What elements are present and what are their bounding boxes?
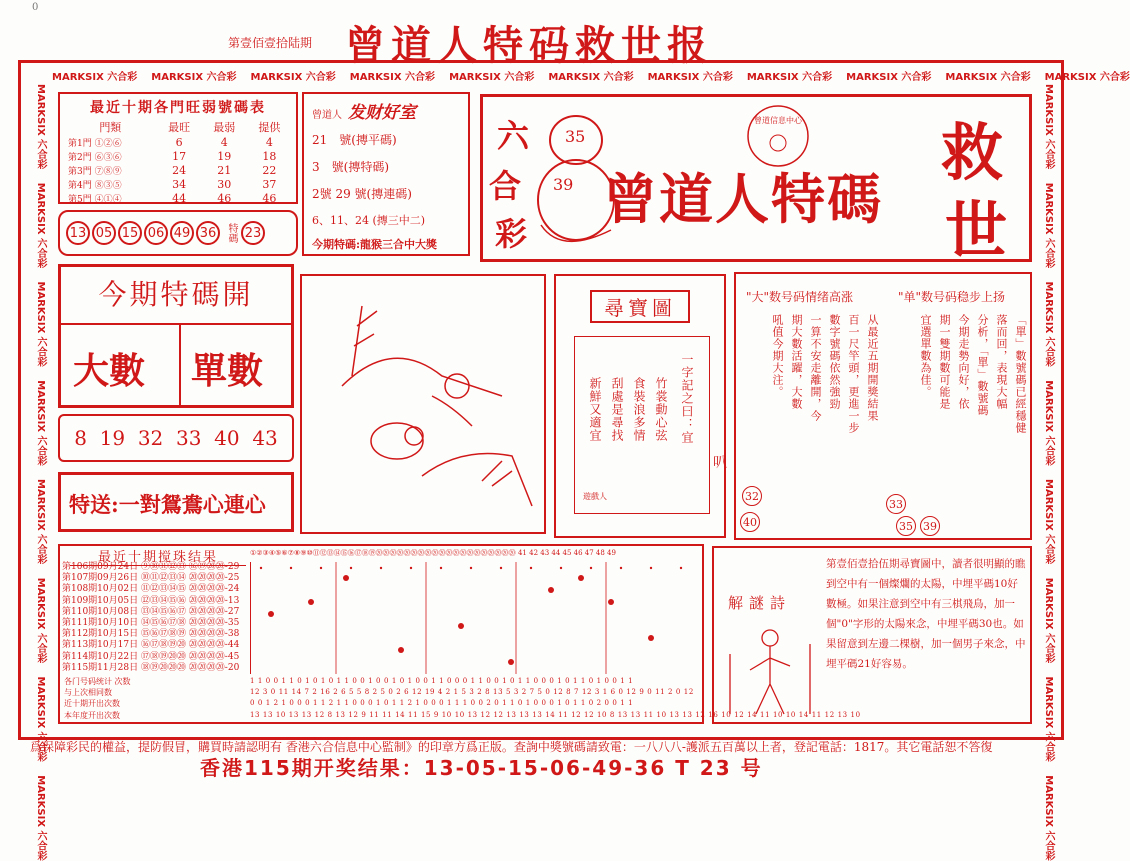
stats-labels (64, 676, 250, 721)
label-big: 大數 (73, 350, 146, 392)
watermark-row-top (52, 68, 1130, 83)
watermark: MARKSIX 六合彩 (35, 775, 46, 861)
analysis-col: 「單」數號碼已經穩健 (1014, 314, 1027, 434)
special-ball: 23 (241, 221, 265, 245)
table-cell: 第4門 ⑧③⑤ (68, 180, 122, 191)
scroll-col: 新鮮又適宜 (588, 377, 602, 442)
analysis-col: 今期走勢向好，依 (957, 314, 970, 410)
circled-number: 35 (896, 516, 916, 536)
ball: 15 (118, 221, 142, 245)
table-cell: 46 (217, 191, 232, 205)
table-cell: 第3門 ⑦⑧⑨ (68, 166, 122, 177)
riddle-text: 第壹佰壹拾伍期尋寶圖中，讀者很明顯的瞧到空中有一個燦爛的太陽，中埋平碼10好數極。如果注意到空中有三棋飛鳥，加一個"0"字形的太陽來念，中埋平碼30也。如果留意到左邊二棵樹，加一個男子來念，中埋平碼21好容易。 (826, 558, 1026, 670)
recent-ten-table (64, 119, 292, 205)
watermark: MARKSIX 六合彩 (35, 676, 46, 762)
analysis-box (734, 272, 1032, 540)
stat-label: 与上次相同数 (64, 688, 112, 698)
analysis-col: 分析，「單」數號碼 (976, 314, 989, 417)
watermark: MARKSIX 六合彩 (1043, 676, 1054, 762)
picture-box (300, 274, 546, 534)
side-mark: 叭 (713, 455, 727, 471)
watermark: MARKSIX 六合彩 (151, 72, 237, 83)
table-row (64, 135, 292, 149)
gift-box (58, 472, 294, 532)
hints-box (302, 92, 470, 256)
table-cell: 30 (217, 177, 232, 191)
watermark: MARKSIX 六合彩 (35, 281, 46, 367)
table-cell: 22 (262, 163, 277, 177)
circled-number: 40 (740, 512, 760, 532)
analysis-col: 數字號碼依然強勁 (828, 314, 841, 410)
numbers-row-box (58, 414, 294, 462)
scroll-col: 食裝浪多情 (632, 377, 646, 442)
treasure-box (554, 274, 726, 538)
dot-grid-svg (251, 562, 703, 674)
watermark: MARKSIX 六合彩 (746, 72, 833, 83)
analysis-col: 宜選單數為佳。 (919, 314, 932, 398)
page-title: 曾道人特码救世报 (345, 22, 713, 69)
scroll-sign: 遊戲人 (583, 492, 607, 501)
table-row (64, 177, 292, 191)
scroll-col: 刮處是尋找 (610, 377, 624, 442)
stat-values: 0 0 1 2 1 0 0 0 1 1 2 1 1 0 0 0 1 0 1 1 2 1 0 0 0 1 1 1 0 0 2 0 1 1 0 1 0 0 0 1 0 1 1 0 2 0 0 1 1 (250, 699, 634, 708)
divider (61, 323, 293, 325)
history-row: 第113期10月17日 ⑯⑰⑱⑲⑳ ⑳⑳⑳⑳-44 (62, 640, 240, 651)
numbers-row: 8 19 32 33 40 43 (74, 426, 278, 450)
table-cell: 24 (172, 163, 187, 177)
issue-number: 第壹佰壹拾陆期 (228, 36, 313, 50)
watermark: MARKSIX 六合彩 (1043, 380, 1054, 466)
history-row: 第114期10月22日 ⑰⑱⑲⑳⑳ ⑳⑳⑳⑳-45 (62, 651, 240, 662)
banner-shi: 世 (945, 194, 1008, 267)
main-banner (480, 94, 1032, 267)
special-open-title: 今期特碼開 (98, 278, 254, 311)
history-row: 第107期09月26日 ⑩⑪⑫⑬⑭ ⑳⑳⑳⑳-25 (62, 573, 240, 584)
hint-line: 6、11、24 (摶三中二) (312, 214, 426, 227)
watermark: MARKSIX 六合彩 (1043, 182, 1054, 269)
man-illustration (720, 614, 820, 722)
table-header: 門類 (99, 121, 122, 134)
stat-values: 12 3 0 11 14 7 2 16 2 6 5 5 8 2 5 0 2 6 12 19 4 2 1 5 3 2 8 13 5 3 2 7 5 0 12 8 7 12 3 1 6 0 12 9 0 11 2 0 12 (250, 688, 694, 697)
table-cell: 第1門 ①②⑥ (68, 138, 122, 149)
logo-char: 彩 (495, 215, 528, 253)
table-cell: 6 (175, 135, 183, 149)
watermark: MARKSIX 六合彩 (945, 72, 1031, 83)
table-header: 最弱 (213, 121, 236, 134)
watermark: MARKSIX 六合彩 (1043, 84, 1054, 170)
hints-small-label: 曾道人 (312, 110, 342, 121)
table-cell: 18 (262, 149, 277, 163)
watermark-col-right (1040, 84, 1056, 861)
analysis-col: 落而回，表現大幅 (995, 314, 1008, 410)
logo-number: 39 (553, 175, 574, 194)
table-row (64, 191, 292, 205)
riddle-label: 解謎詩 (728, 594, 792, 612)
stat-values: 1 1 0 0 1 1 0 1 0 1 0 1 1 0 0 1 0 0 1 0 1 0 0 1 1 0 0 0 1 1 0 0 1 0 1 1 0 0 0 1 0 1 1 0 1 0 0 1 1 (250, 677, 634, 685)
stats-values (250, 676, 861, 721)
hint-footer: 今期特碼:龍猴三合中大獎 (312, 238, 438, 251)
watermark: MARKSIX 六合彩 (846, 72, 932, 83)
gift-text: 特送:一對鴛鴦心連心 (69, 492, 266, 517)
watermark: MARKSIX 六合彩 (1044, 72, 1130, 83)
circled-number: 39 (920, 516, 940, 536)
scroll-panel (574, 336, 710, 514)
divider (179, 323, 181, 407)
watermark: MARKSIX 六合彩 (35, 380, 46, 466)
watermark: MARKSIX 六合彩 (1043, 775, 1054, 861)
table-cell: 46 (262, 191, 277, 205)
circled-number: 32 (742, 486, 762, 506)
logo-number: 35 (565, 127, 586, 146)
watermark: MARKSIX 六合彩 (1043, 479, 1054, 565)
history-title: 最近十期搅珠结果 (70, 546, 246, 566)
logo-char: 六 (497, 117, 530, 155)
analysis-col: 一算不安走離開，今 (809, 314, 822, 422)
winning-balls-box (58, 210, 298, 256)
table-cell: 44 (172, 191, 187, 205)
watermark: MARKSIX 六合彩 (1043, 281, 1054, 367)
watermark: MARKSIX 六合彩 (349, 72, 436, 83)
watermark: MARKSIX 六合彩 (35, 577, 46, 664)
stat-label: 本年度开出次数 (64, 710, 120, 720)
watermark: MARKSIX 六合彩 (1043, 577, 1054, 664)
hint-line: 21 號(摶平碼) (312, 133, 397, 147)
hints-title: 发财好室 (348, 103, 416, 123)
special-label: 特碼 (226, 223, 237, 243)
history-row: 第111期10月10日 ⑭⑮⑯⑰⑱ ⑳⑳⑳⑳-35 (62, 617, 240, 628)
table-row (64, 163, 292, 177)
stat-label: 近十期开出次数 (64, 699, 120, 709)
table-header: 最旺 (168, 121, 191, 134)
stat-label: 各门号码统计 次数 (64, 677, 131, 686)
treasure-title: 尋寶圖 (590, 290, 690, 323)
watermark: MARKSIX 六合彩 (548, 72, 634, 83)
logo-char: 合 (489, 167, 522, 205)
analysis-col: 吼值今期大注。 (771, 314, 784, 398)
scene-illustration (302, 276, 544, 532)
history-row: 第115期11月28日 ⑱⑲⑳⑳⑳ ⑳⑳⑳⑳-20 (62, 662, 240, 673)
footer-result: 香港115期开奖结果：13-05-15-06-49-36 T 23 号 (200, 756, 763, 780)
table-cell: 4 (220, 135, 228, 149)
table-cell: 34 (172, 177, 187, 191)
watermark: MARKSIX 六合彩 (647, 72, 733, 83)
banner-title: 曾道人特碼 (603, 167, 883, 231)
analysis-heading-left: "大"数号码情绪高涨 (746, 290, 854, 304)
watermark-col-left (32, 84, 48, 861)
ball: 36 (196, 221, 220, 245)
analysis-col: 期大數活躍，大數 (790, 314, 803, 410)
ball: 06 (144, 221, 168, 245)
table-cell: 21 (217, 163, 232, 177)
analysis-col: 期一雙期數可能是 (938, 314, 951, 410)
table-cell: 19 (217, 149, 232, 163)
watermark: MARKSIX 六合彩 (35, 479, 46, 565)
hint-line: 2號 29 號(摶連碼) (312, 187, 412, 201)
table-row (64, 149, 292, 163)
riddle-box (712, 546, 1032, 724)
circled-number: 33 (886, 494, 906, 514)
history-row: 第106期09月24日 ⑨⑩⑪⑫⑬ ⑯⑲⑳⑳-29 (62, 562, 240, 572)
hint-line: 3 號(摶特碼) (312, 160, 389, 174)
analysis-heading-right: "单"数号码稳步上扬 (898, 290, 1006, 304)
watermark: MARKSIX 六合彩 (35, 182, 46, 269)
scroll-col: 一字記之曰：宜 (680, 353, 694, 444)
table-header-row (64, 119, 292, 135)
column-numbers: ①②③④⑤⑥⑦⑧⑨⑩⑪⑫⑬⑭⑮⑯⑰⑱⑲⑳⑳⑳⑳⑳⑳⑳⑳⑳⑳⑳⑳⑳⑳⑳⑳⑳⑳⑳⑳ 41 42 43 44 45 46 47 48 49 (250, 549, 616, 557)
stat-values: 13 13 10 13 13 12 8 13 12 9 11 11 14 11 15 9 10 10 13 12 12 13 13 13 14 11 12 12 10 8 13 13 11 10 13 13 12 16 10 12 14 11 10 10 14 11 12 13 10 (250, 710, 861, 719)
hints-header (312, 98, 460, 123)
watermark: MARKSIX 六合彩 (250, 72, 336, 83)
label-single: 單數 (191, 350, 264, 392)
seal-text: 曾道信息中心 (754, 116, 802, 125)
dot-grid (250, 562, 703, 674)
watermark: MARKSIX 六合彩 (52, 72, 138, 83)
corner-mark: 0 (32, 2, 39, 13)
analysis-col: 从最近五期開獎結果 (866, 314, 879, 422)
watermark: MARKSIX 六合彩 (449, 72, 535, 83)
banner-jiu: 救 (941, 116, 1004, 189)
ball: 13 (66, 221, 90, 245)
table-cell: 37 (262, 177, 277, 191)
footer-notice: 爲保障彩民的權益，提防假冒，購買時請認明有 香港六合信息中心監制》的印章方爲正版。查詢中獎號碼請致電：一八八八-護派五百萬以上者，登記電話：1817。其它電話恕不答復 (30, 740, 993, 754)
table-cell: 第5門 ④①④ (68, 194, 122, 205)
history-rows (62, 562, 250, 674)
analysis-left-cols (744, 314, 880, 492)
ball: 05 (92, 221, 116, 245)
history-row: 第109期10月05日 ⑫⑬⑭⑮⑯ ⑳⑳⑳⑳-13 (62, 595, 240, 606)
recent-ten-table-box (58, 92, 298, 204)
history-row: 第112期10月15日 ⑮⑯⑰⑱⑲ ⑳⑳⑳⑳-38 (62, 629, 240, 640)
table-cell: 4 (265, 135, 273, 149)
table-cell: 17 (172, 149, 187, 163)
table-cell: 第2門 ⑥③⑥ (68, 152, 122, 163)
history-row: 第108期10月02日 ⑪⑫⑬⑭⑮ ⑳⑳⑳⑳-24 (62, 584, 240, 595)
ball: 49 (170, 221, 194, 245)
analysis-col: 百一尺竿頭，更進一步 (847, 314, 860, 434)
watermark: MARKSIX 六合彩 (35, 84, 46, 170)
scroll-col: 竹裳動心弦 (654, 377, 668, 442)
table-header: 提供 (258, 121, 281, 134)
history-row: 第110期10月08日 ⑬⑭⑮⑯⑰ ⑳⑳⑳⑳-27 (62, 606, 240, 617)
special-open-box (58, 264, 294, 408)
table-title: 最近十期各門旺弱號碼表 (90, 100, 266, 116)
analysis-right-cols (892, 314, 1028, 492)
